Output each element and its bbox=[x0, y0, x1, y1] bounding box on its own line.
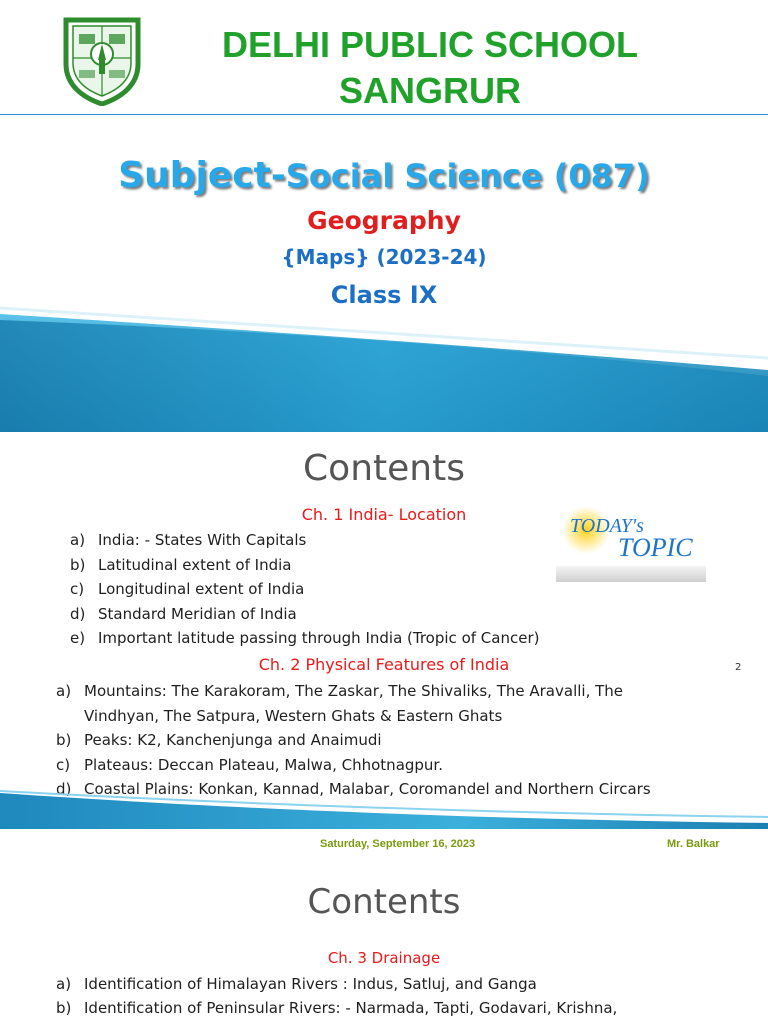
todays-topic-icon bbox=[556, 504, 706, 584]
list-item: d) Standard Meridian of India bbox=[70, 604, 297, 623]
chapter-3-list bbox=[56, 972, 617, 1020]
decorative-bottom-band bbox=[0, 789, 768, 829]
subject-heading bbox=[0, 150, 768, 208]
geography-subtitle: Geography bbox=[307, 206, 461, 235]
list-item: a) India: - States With Capitals bbox=[70, 531, 307, 549]
list-item: e) Important latitude passing through India (Tropic of Cancer) bbox=[70, 629, 540, 647]
decorative-wave-band bbox=[0, 300, 768, 432]
footer-author: Mr. Balkar bbox=[667, 838, 720, 850]
contents-slide-1 bbox=[0, 434, 768, 866]
contents-slide-2 bbox=[0, 868, 768, 1024]
footer-date: Saturday, September 16, 2023 bbox=[320, 838, 476, 850]
maps-year-line: {Maps} (2023-24) bbox=[281, 245, 487, 269]
school-name-line2: SANGRUR bbox=[338, 70, 521, 111]
chapter-3-title: Ch. 3 Drainage bbox=[327, 949, 441, 967]
chapter-2-list bbox=[56, 679, 696, 802]
list-item: d) Coastal Plains: Konkan, Kannad, Malabar, Coromandel and Northern Circars bbox=[56, 780, 651, 798]
svg-text:TOPIC: TOPIC bbox=[618, 533, 693, 562]
school-name-line1: DELHI PUBLIC SCHOOL bbox=[221, 24, 638, 65]
list-item: c) Longitudinal extent of India bbox=[70, 580, 305, 598]
chapter-2-title: Ch. 2 Physical Features of India bbox=[258, 655, 510, 674]
chapter-1-title: Ch. 1 India- Location bbox=[301, 505, 467, 524]
school-name bbox=[150, 22, 710, 114]
svg-text:TODAY's: TODAY's bbox=[570, 515, 644, 537]
header-divider bbox=[0, 114, 768, 115]
contents-title: Contents bbox=[307, 882, 461, 922]
contents-title: Contents bbox=[303, 448, 465, 489]
list-item: c) Plateaus: Deccan Plateau, Malwa, Chhotnagpur. bbox=[56, 755, 443, 774]
list-item: b) Peaks: K2, Kanchenjunga and Anaimudi bbox=[56, 731, 382, 749]
page-number: 2 bbox=[735, 662, 742, 673]
list-item: a) Identification of Himalayan Rivers : Indus, Satluj, and Ganga bbox=[56, 975, 537, 993]
school-crest-icon bbox=[58, 14, 146, 106]
list-item: a) Mountains: The Karakoram, The Zaskar, The Shivaliks, The Aravalli, The Vindhyan, The Satpura, Western Ghats & Eastern Ghats bbox=[56, 682, 624, 725]
chapter-1-list bbox=[70, 528, 539, 651]
subject-name: Social Science (087) bbox=[285, 157, 650, 195]
list-item: b) Identification of Peninsular Rivers: - Narmada, Tapti, Godavari, Krishna, bbox=[56, 999, 618, 1017]
list-item: b) Latitudinal extent of India bbox=[70, 555, 292, 574]
class-label: Class IX bbox=[330, 281, 438, 309]
title-slide bbox=[0, 0, 768, 432]
subject-prefix: Subject- bbox=[118, 155, 286, 196]
